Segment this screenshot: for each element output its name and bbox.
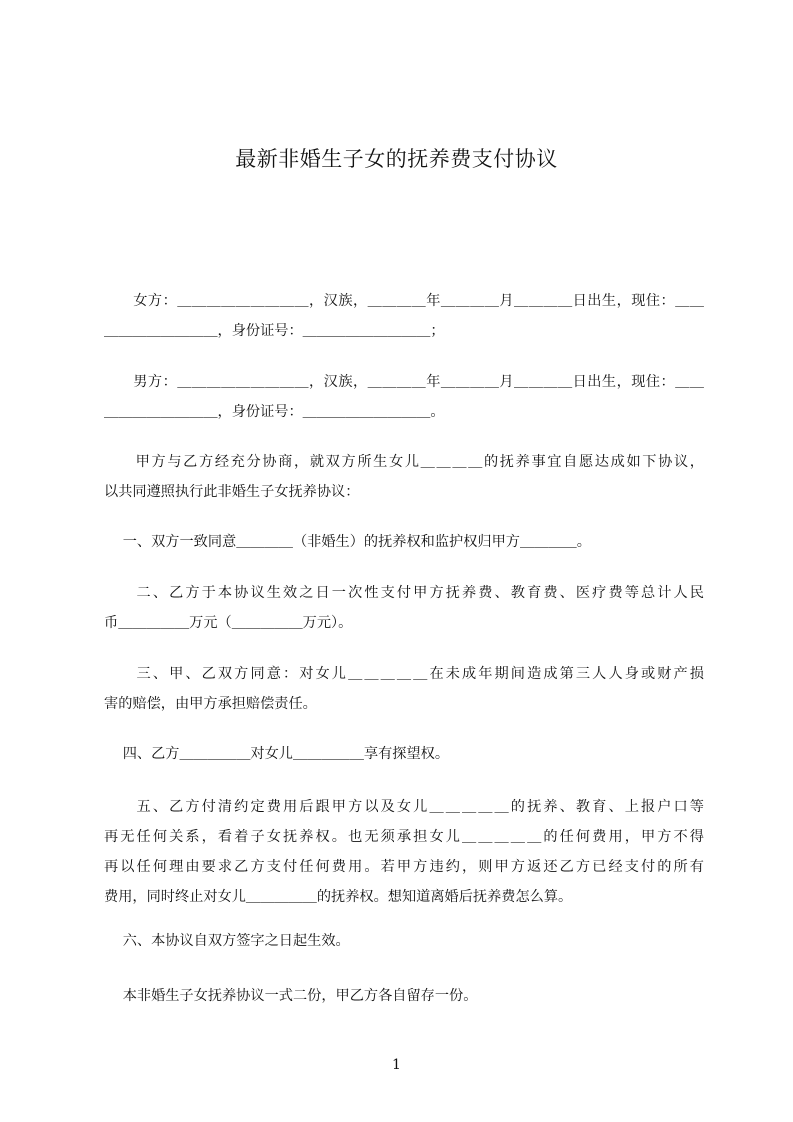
paragraph-line: 女方：＿＿＿＿＿＿＿＿＿，汉族，＿＿＿＿年＿＿＿＿月＿＿＿＿日出生，现住：＿＿ — [104, 293, 704, 309]
paragraph-line: 再无任何关系，看着子女抚养权。也无须承担女儿＿＿＿＿＿的任何费用，甲方不得 — [104, 829, 704, 845]
document-title: 最新非婚生子女的抚养费支付协议 — [235, 147, 558, 171]
male-party-paragraph — [104, 367, 704, 427]
paragraph-line: 币＿＿＿＿＿万元（＿＿＿＿＿万元）。 — [104, 615, 353, 631]
clause-2-paragraph — [104, 578, 704, 638]
paragraph-line: 害的赔偿，由甲方承担赔偿责任。 — [104, 696, 317, 712]
paragraph-line: 再以任何理由要求乙方支付任何费用。若甲方违约，则甲方返还乙方已经支付的所有 — [104, 859, 704, 875]
paragraph-line: 五、乙方付清约定费用后跟甲方以及女儿＿＿＿＿＿的抚养、教育、上报户口等 — [104, 799, 704, 815]
paragraph-line: 费用，同时终止对女儿＿＿＿＿＿的抚养权。想知道离婚后抚养费怎么算。 — [104, 889, 573, 905]
paragraph-line: 三、甲、乙双方同意：对女儿＿＿＿＿＿在未成年期间造成第三人人身或财产损 — [104, 666, 704, 682]
paragraph-line: 二、乙方于本协议生效之日一次性支付甲方抚养费、教育费、医疗费等总计人民 — [104, 585, 704, 601]
female-party-paragraph — [104, 286, 704, 346]
clause-5-paragraph — [104, 792, 704, 912]
paragraph-line: ＿＿＿＿＿＿＿＿，身份证号：＿＿＿＿＿＿＿＿＿。 — [104, 404, 445, 420]
paragraph-line: 六、本协议自双方签字之日起生效。 — [104, 933, 350, 949]
paragraph-line: 甲方与乙方经充分协商，就双方所生女儿＿＿＿＿的抚养事宜自愿达成如下协议， — [104, 454, 704, 470]
paragraph-line: 一、双方一致同意＿＿＿＿（非婚生）的抚养权和监护权归甲方＿＿＿＿。 — [104, 534, 591, 550]
paragraph-line: 四、乙方＿＿＿＿＿对女儿＿＿＿＿＿享有探望权。 — [104, 746, 450, 762]
paragraph-line: 本非婚生子女抚养协议一式二份，甲乙方各自留存一份。 — [104, 988, 478, 1004]
closing-paragraph — [104, 981, 704, 1011]
paragraph-line: ＿＿＿＿＿＿＿＿，身份证号：＿＿＿＿＿＿＿＿＿； — [104, 323, 445, 339]
clause-3-paragraph — [104, 659, 704, 719]
page-number: 1 — [392, 1057, 401, 1073]
clause-4-paragraph — [104, 739, 704, 769]
clause-6-paragraph — [104, 926, 704, 956]
paragraph-line: 以共同遵照执行此非婚生子女抚养协议： — [104, 484, 360, 500]
intro-paragraph — [104, 447, 704, 507]
clause-1-paragraph — [104, 527, 704, 557]
paragraph-line: 男方：＿＿＿＿＿＿＿＿＿，汉族，＿＿＿＿年＿＿＿＿月＿＿＿＿日出生，现住：＿＿ — [104, 374, 704, 390]
